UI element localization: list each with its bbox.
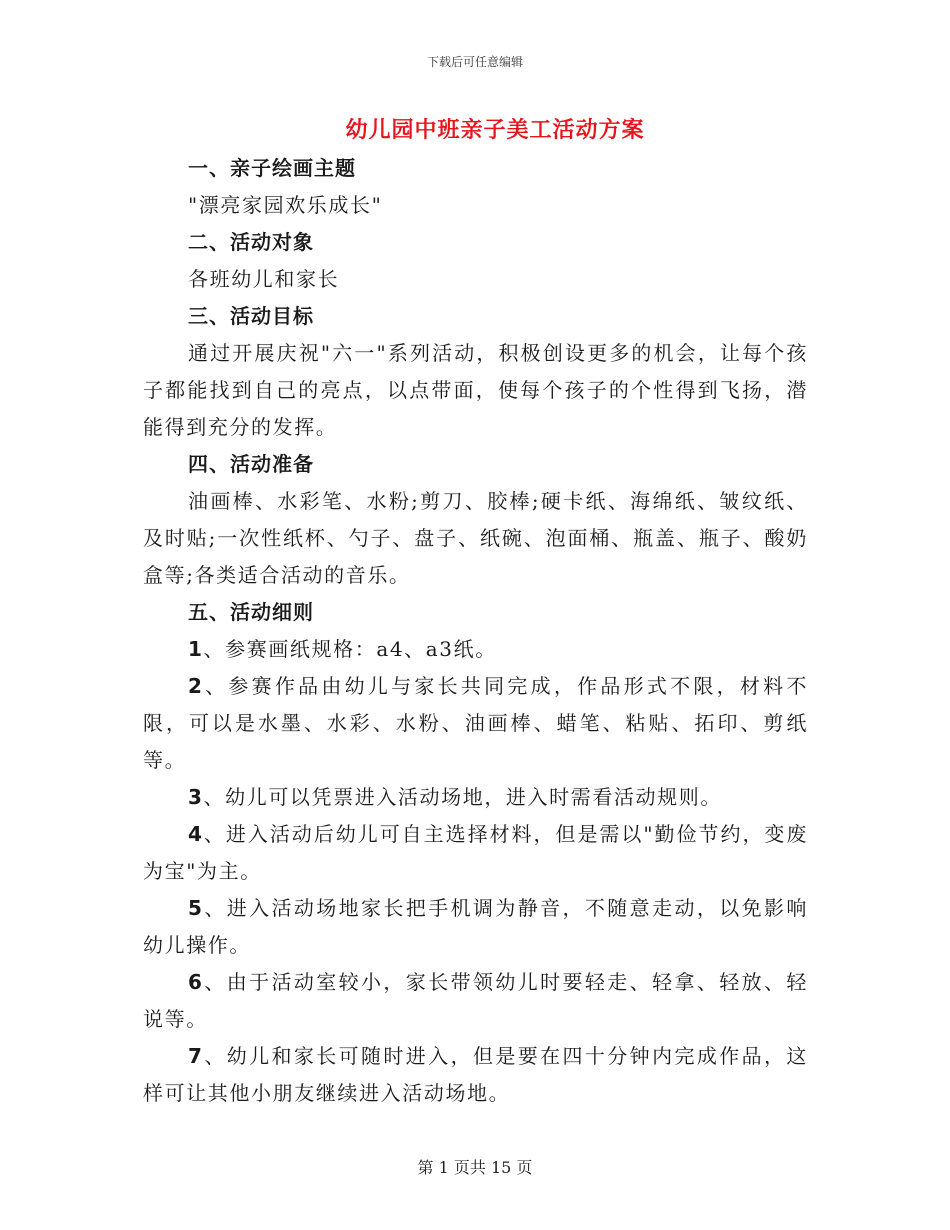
- rule-item: [143, 668, 808, 779]
- rule-item: [143, 816, 808, 890]
- document-body: [143, 150, 808, 1112]
- rule-item-text: 、进入活动后幼儿可自主选择材料，但是需以"勤俭节约，变废为宝"为主。: [143, 822, 808, 883]
- section-heading-participants: 二、活动对象: [188, 230, 314, 254]
- rule-item-text: 、由于活动室较小，家长带领幼儿时要轻走、轻拿、轻放、轻说等。: [143, 970, 808, 1031]
- section-text-theme: "漂亮家园欢乐成长": [188, 193, 383, 217]
- rule-item: [143, 964, 808, 1038]
- rule-item-number: 3: [188, 785, 204, 809]
- rule-item-text: 、参赛画纸规格：a4、a3纸。: [203, 637, 497, 661]
- section-text-preparation: 油画棒、水彩笔、水粉;剪刀、胶棒;硬卡纸、海绵纸、皱纹纸、及时贴;一次性纸杯、勺子、盘子、纸碗、泡面桶、瓶盖、瓶子、酸奶盒等;各类适合活动的音乐。: [143, 489, 808, 587]
- section-heading-goals: 三、活动目标: [188, 304, 314, 328]
- section-heading-rules: 五、活动细则: [188, 600, 314, 624]
- page-number-footer: 第 1 页共 15 页: [417, 1158, 533, 1177]
- rule-item-number: 7: [188, 1044, 204, 1068]
- page-header-note: 下载后可任意编辑: [426, 55, 523, 69]
- rule-item: [143, 631, 808, 668]
- rule-item: [143, 890, 808, 964]
- section-text-goals: 通过开展庆祝"六一"系列活动，积极创设更多的机会，让每个孩子都能找到自己的亮点，以点带面，使每个孩子的个性得到飞扬，潜能得到充分的发挥。: [143, 341, 808, 439]
- rule-item: [143, 779, 808, 816]
- rule-item-number: 5: [188, 896, 204, 920]
- section-heading-preparation: 四、活动准备: [188, 452, 314, 476]
- document-title: 幼儿园中班亲子美工活动方案: [345, 118, 645, 143]
- rule-item-text: 、参赛作品由幼儿与家长共同完成，作品形式不限，材料不限，可以是水墨、水彩、水粉、油画棒、蜡笔、粘贴、拓印、剪纸等。: [143, 674, 808, 772]
- rule-item-text: 、幼儿和家长可随时进入，但是要在四十分钟内完成作品，这样可让其他小朋友继续进入活动场地。: [143, 1044, 808, 1105]
- rule-item: [143, 1038, 808, 1112]
- section-text-participants: 各班幼儿和家长: [188, 267, 340, 291]
- section-heading-theme: 一、亲子绘画主题: [188, 156, 356, 180]
- rule-item-number: 1: [188, 637, 204, 661]
- rule-item-text: 、幼儿可以凭票进入活动场地，进入时需看活动规则。: [203, 785, 722, 809]
- rule-item-number: 2: [188, 674, 204, 698]
- rule-item-text: 、进入活动场地家长把手机调为静音，不随意走动，以免影响幼儿操作。: [143, 896, 808, 957]
- rule-item-number: 6: [188, 970, 204, 994]
- rule-item-number: 4: [188, 822, 204, 846]
